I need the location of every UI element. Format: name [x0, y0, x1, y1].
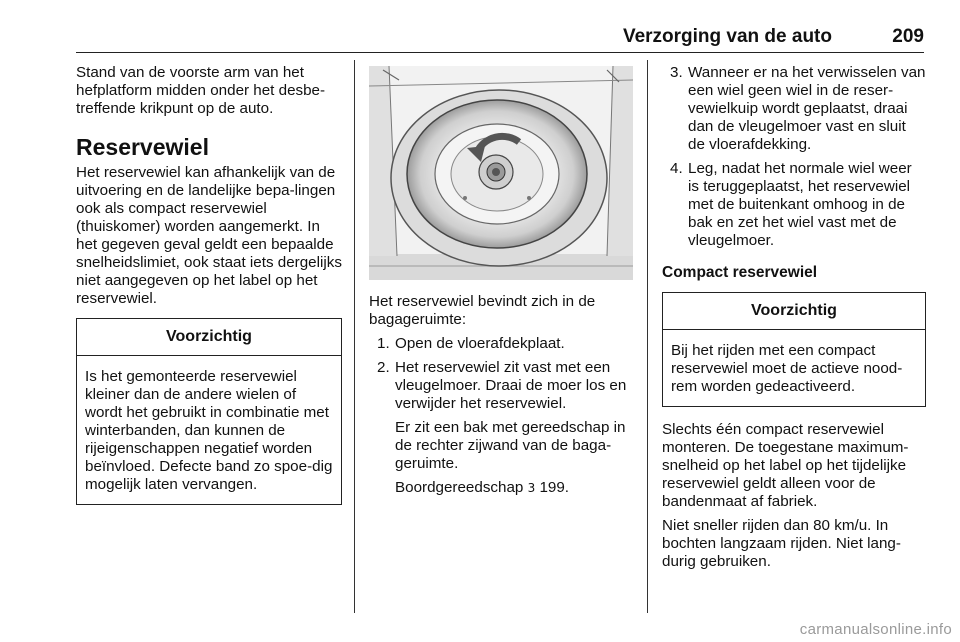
column-middle [369, 293, 633, 503]
reference-text: Boordgereedschap [395, 479, 524, 496]
list-item [662, 64, 926, 154]
column-divider-2 [647, 60, 648, 613]
compact-spare-para-1: Slechts één compact reservewiel monteren. De toegestane maximum-snelheid op het label op het tijdelijke reservewiel geldt alleen voor de bandenmaat af fabriek. [662, 421, 909, 510]
step-number: 3. [670, 64, 683, 81]
step-text: Leg, nadat het normale wiel weer is teruggeplaatst, het reservewiel met de buitenkant omhoog in de bak en zet het wiel vast met de vleugelmoer. [688, 160, 912, 249]
cross-reference[interactable] [395, 479, 633, 497]
caution-box-2 [662, 292, 926, 407]
step-number: 2. [377, 359, 390, 376]
reservewiel-body: Het reservewiel kan afhankelijk van de uitvoering en de landelijke bepa-lingen ook als compact reservewiel (thuiskomer) worden aangemerkt. In het gegeven geval geldt een bepaalde snelheidslimiet, ook staat iets dergelijks niet aangegeven op het label op het reservewiel. [76, 164, 342, 307]
caution-box-1 [76, 318, 342, 505]
intro-paragraph: Stand van de voorste arm van het hefplatform midden onder het desbe-treffende krikpunt op de auto. [76, 64, 326, 117]
list-item [662, 160, 926, 250]
step-text: Het reservewiel zit vast met een vleugelmoer. Draai de moer los en verwijder het reservewiel. [395, 359, 627, 412]
step-text: Open de vloerafdekplaat. [395, 335, 565, 352]
step-note: Er zit een bak met gereedschap in de rechter zijwand van de baga-geruimte. [395, 419, 626, 472]
column-divider-1 [354, 60, 355, 613]
section-title: Verzorging van de auto [622, 26, 832, 47]
compact-spare-para-2: Niet sneller rijden dan 80 km/u. In bochten langzaam rijden. Niet lang-durig gebruiken. [662, 517, 901, 570]
list-item [369, 335, 633, 353]
removal-steps [369, 335, 633, 497]
reference-arrow-icon: 3 [527, 481, 536, 495]
caution-title: Voorzichtig [77, 319, 341, 356]
refit-steps [662, 64, 926, 250]
page-header [76, 26, 924, 53]
column-left [76, 64, 342, 505]
step-text: Wanneer er na het verwisselen van een wiel geen wiel in de reser-vewielkuip wordt geplaatst, draai dan de vleugelmoer vast en sluit de vloerafdekking. [688, 64, 926, 153]
step-number: 4. [670, 160, 683, 177]
reservewiel-heading: Reservewiel [76, 134, 209, 160]
list-item [369, 359, 633, 497]
spare-wheel-illustration [369, 66, 633, 280]
step-number: 1. [377, 335, 390, 352]
caution-text: Is het gemonteerde reservewiel kleiner dan de andere wielen of wordt het gebruikt in combinatie met winterbanden, dan kunnen de rijeigenschappen negatief worden beïnvloed. Defecte band zo spoe-dig mogelijk laten vervangen. [85, 368, 333, 493]
caution-text: Bij het rijden met een compact reservewiel moet de actieve nood-rem worden gedeactiveerd. [671, 342, 903, 395]
location-intro: Het reservewiel bevindt zich in de bagageruimte: [369, 293, 596, 328]
column-right [662, 64, 926, 577]
reference-page: 199. [539, 479, 570, 496]
page-number: 209 [892, 26, 924, 47]
caution-title: Voorzichtig [663, 293, 925, 330]
compact-spare-heading: Compact reservewiel [662, 264, 818, 281]
watermark: carmanualsonline.info [799, 621, 952, 638]
